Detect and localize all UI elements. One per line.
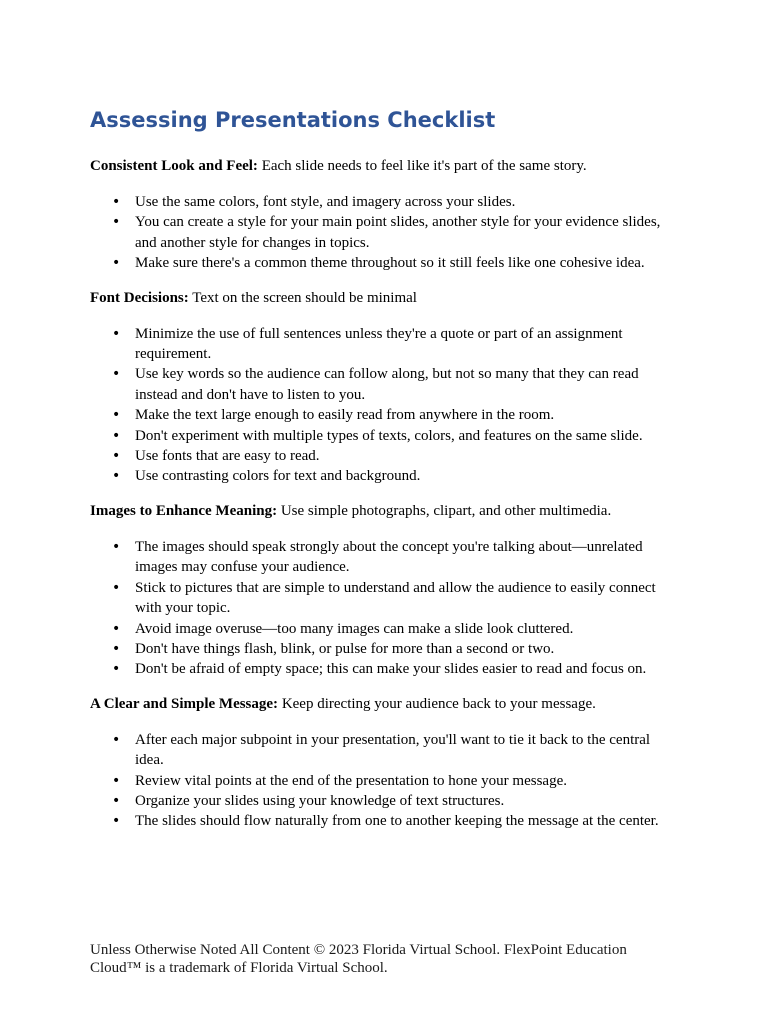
section-intro: Use simple photographs, clipart, and other multimedia. — [277, 502, 612, 519]
bullet-list-clear-message — [90, 730, 680, 832]
copyright-footer: Unless Otherwise Noted All Content © 2023 Florida Virtual School. FlexPoint Education Cloud™ is a trademark of Florida Virtual School. — [90, 942, 627, 976]
list-item: • Use contrasting colors for text and background. — [90, 466, 680, 486]
list-item: • Don't be afraid of empty space; this can make your slides easier to read and focus on. — [90, 659, 680, 679]
section-label: Font Decisions: — [90, 289, 189, 306]
section-intro: Keep directing your audience back to your message. — [278, 695, 596, 712]
list-item: • Don't have things flash, blink, or pulse for more than a second or two. — [90, 639, 680, 659]
list-item: • Make sure there's a common theme throughout so it still feels like one cohesive idea. — [90, 253, 680, 273]
section-intro: Each slide needs to feel like it's part of the same story. — [257, 158, 587, 174]
section-heading-consistent-look — [90, 156, 680, 176]
list-item: • Use the same colors, font style, and imagery across your slides. — [90, 192, 680, 212]
section-heading-images — [90, 501, 680, 521]
bullet-list-font-decisions — [90, 324, 680, 487]
list-item: • You can create a style for your main point slides, another style for your evidence slides, and another style for changes in topics. — [90, 212, 680, 253]
bullet-list-consistent-look — [90, 192, 680, 274]
list-item: • The images should speak strongly about the concept you're talking about—unrelated images may confuse your audience. — [90, 537, 680, 578]
bullet-list-images — [90, 537, 680, 680]
list-item: • Use key words so the audience can follow along, but not so many that they can read instead and don't have to listen to you. — [90, 364, 680, 405]
section-label: Images to Enhance Meaning: — [90, 502, 278, 519]
section-label: Consistent Look and Feel: — [90, 158, 258, 174]
list-item: • After each major subpoint in your presentation, you'll want to tie it back to the central idea. — [90, 730, 680, 771]
list-item: • Stick to pictures that are simple to understand and allow the audience to easily connect with your topic. — [90, 578, 680, 619]
list-item: • Use fonts that are easy to read. — [90, 446, 680, 466]
page-title: Assessing Presentations Checklist — [90, 108, 496, 132]
document-body — [90, 106, 680, 846]
list-item: • The slides should flow naturally from one to another keeping the message at the center. — [90, 811, 680, 831]
section-heading-font-decisions — [90, 288, 680, 308]
list-item: • Don't experiment with multiple types of texts, colors, and features on the same slide. — [90, 426, 680, 446]
section-heading-clear-message — [90, 694, 680, 714]
list-item: • Review vital points at the end of the presentation to hone your message. — [90, 771, 680, 791]
section-label: A Clear and Simple Message: — [90, 695, 279, 712]
list-item: • Make the text large enough to easily read from anywhere in the room. — [90, 405, 680, 425]
list-item: • Avoid image overuse—too many images can make a slide look cluttered. — [90, 619, 680, 639]
section-intro: Text on the screen should be minimal — [188, 289, 417, 306]
list-item: • Organize your slides using your knowledge of text structures. — [90, 791, 680, 811]
list-item: • Minimize the use of full sentences unless they're a quote or part of an assignment requirement. — [90, 324, 680, 365]
